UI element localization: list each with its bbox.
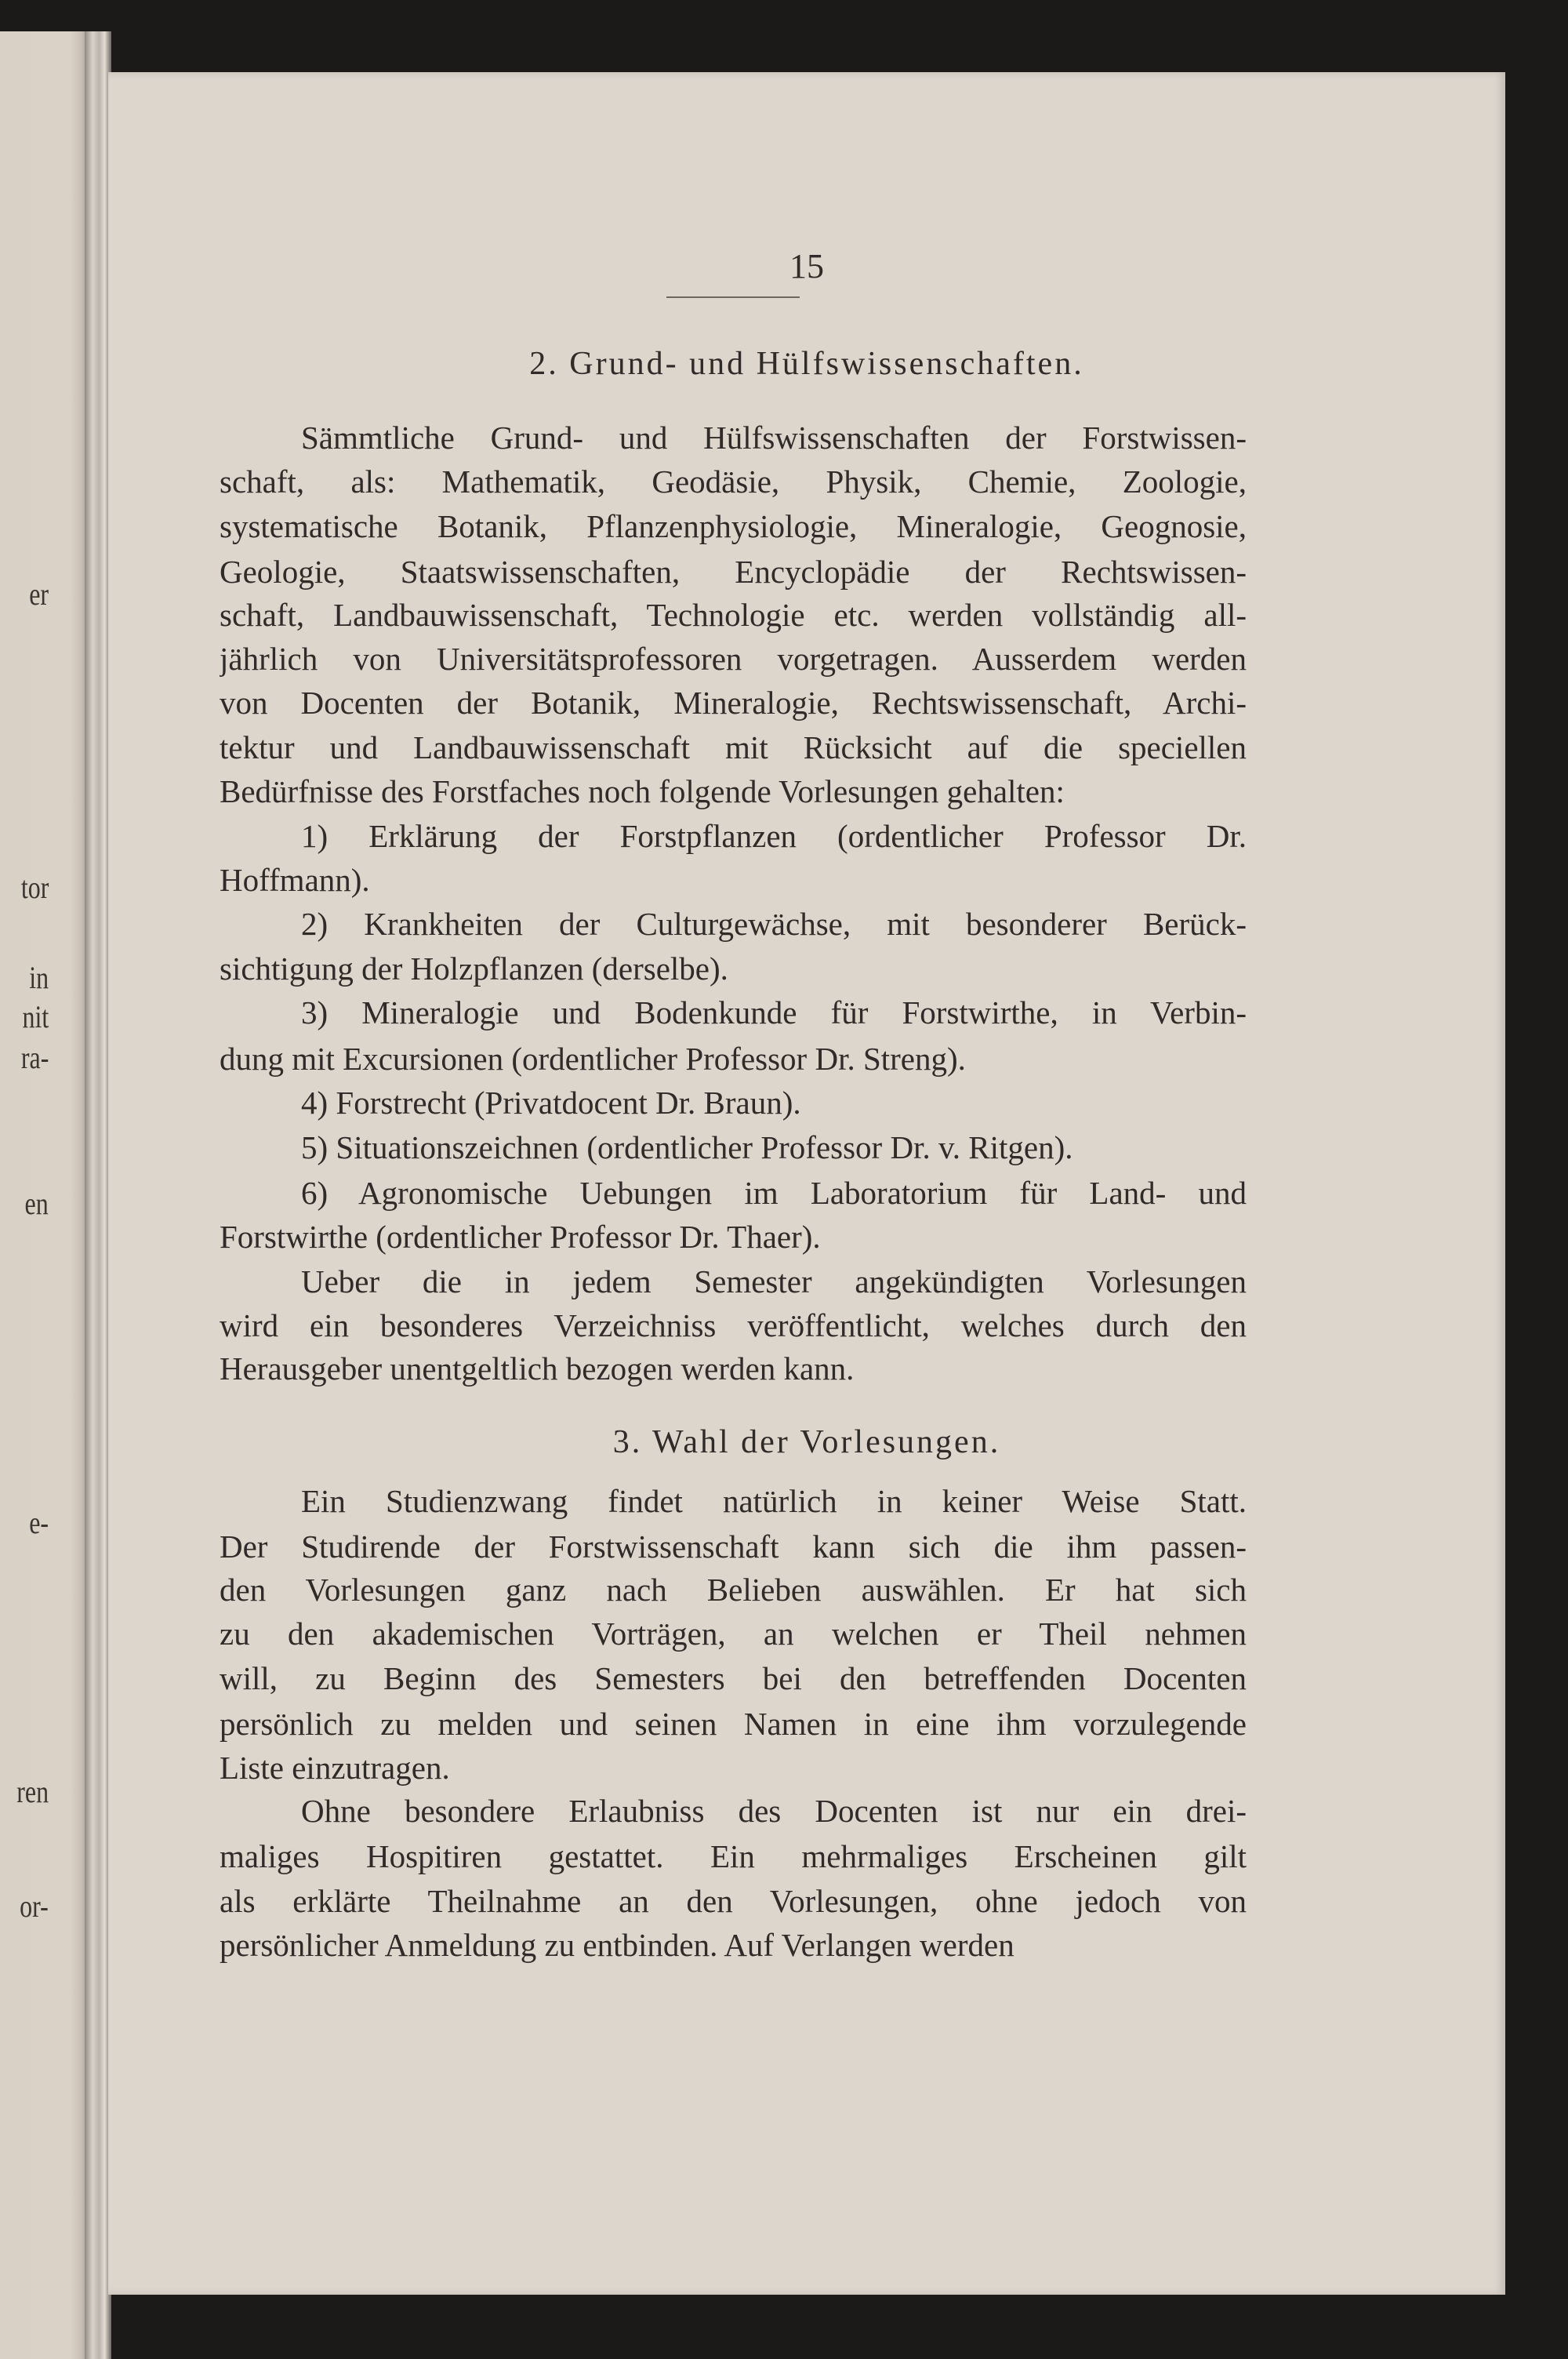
book-gutter — [85, 31, 111, 2359]
text-line: 6) Agronomische Uebungen im Laboratorium für Land- und — [301, 1175, 1247, 1211]
section-heading: 2. Grund- und Hülfswissenschaften. — [529, 346, 1084, 382]
facing-page-text-fragment: er — [29, 576, 49, 612]
facing-page-text-fragment: en — [24, 1186, 49, 1221]
text-line: tektur und Landbauwissenschaft mit Rücksicht auf die speciellen — [220, 729, 1247, 765]
text-line: schaft, als: Mathematik, Geodäsie, Physik, Chemie, Zoologie, — [220, 463, 1247, 500]
book-page — [108, 72, 1505, 2295]
text-line: Forstwirthe (ordentlicher Professor Dr. Thaer). — [220, 1219, 821, 1255]
text-line: persönlicher Anmeldung zu entbinden. Auf Verlangen werden — [220, 1927, 1014, 1963]
text-line: Ohne besondere Erlaubniss des Docenten ist nur ein drei- — [301, 1793, 1247, 1829]
text-line: Ein Studienzwang findet natürlich in keiner Weise Statt. — [301, 1483, 1247, 1519]
facing-page-edge — [0, 31, 88, 2359]
text-line: will, zu Beginn des Semesters bei den betreffenden Docenten — [220, 1660, 1247, 1696]
text-line: Herausgeber unentgeltlich bezogen werden kann. — [220, 1350, 855, 1387]
facing-page-text-fragment: or- — [20, 1888, 49, 1924]
page-number: 15 — [789, 247, 824, 285]
text-line: den Vorlesungen ganz nach Belieben auswählen. Er hat sich — [220, 1572, 1247, 1608]
text-line: Hoffmann). — [220, 862, 370, 898]
text-line: Der Studirende der Forstwissenschaft kann sich die ihm passen- — [220, 1528, 1247, 1565]
text-line: Bedürfnisse des Forstfaches noch folgende Vorlesungen gehalten: — [220, 773, 1065, 809]
text-line: 1) Erklärung der Forstpflanzen (ordentlicher Professor Dr. — [301, 818, 1247, 854]
text-line: dung mit Excursionen (ordentlicher Professor Dr. Streng). — [220, 1041, 966, 1077]
text-line: Geologie, Staatswissenschaften, Encyclopädie der Rechtswissen- — [220, 554, 1247, 590]
text-line: 4) Forstrecht (Privatdocent Dr. Braun). — [301, 1085, 801, 1121]
text-line: als erklärte Theilnahme an den Vorlesungen, ohne jedoch von — [220, 1883, 1247, 1919]
facing-page-text-fragment: ra- — [20, 1040, 49, 1075]
text-line: Sämmtliche Grund- und Hülfswissenschaften der Forstwissen- — [301, 420, 1247, 456]
text-line: 5) Situationszeichnen (ordentlicher Professor Dr. v. Ritgen). — [301, 1129, 1073, 1165]
text-line: wird ein besonderes Verzeichniss veröffentlicht, welches durch den — [220, 1307, 1247, 1343]
section-heading: 3. Wahl der Vorlesungen. — [612, 1424, 1001, 1460]
facing-page-text-fragment: ren — [16, 1774, 49, 1809]
facing-page-text-fragment: e- — [29, 1505, 49, 1540]
facing-page-text-fragment: in — [29, 960, 49, 995]
text-line: schaft, Landbauwissenschaft, Technologie etc. werden vollständig all- — [220, 597, 1247, 633]
text-line: jährlich von Universitätsprofessoren vorgetragen. Ausserdem werden — [220, 641, 1247, 677]
text-line: 2) Krankheiten der Culturgewächse, mit besonderer Berück- — [301, 906, 1247, 942]
text-line: Ueber die in jedem Semester angekündigten Vorlesungen — [301, 1263, 1247, 1299]
text-line: sichtigung der Holzpflanzen (derselbe). — [220, 951, 728, 987]
text-line: systematische Botanik, Pflanzenphysiologie, Mineralogie, Geognosie, — [220, 508, 1247, 544]
facing-page-text-fragment: tor — [20, 870, 49, 905]
text-line: 3) Mineralogie und Bodenkunde für Forstwirthe, in Verbin- — [301, 994, 1247, 1030]
facing-page-text-fragment: nit — [22, 999, 49, 1034]
text-line: von Docenten der Botanik, Mineralogie, Rechtswissenschaft, Archi- — [220, 685, 1247, 721]
text-line: Liste einzutragen. — [220, 1750, 450, 1786]
text-line: persönlich zu melden und seinen Namen in eine ihm vorzulegende — [220, 1706, 1247, 1742]
text-line: maliges Hospitiren gestattet. Ein mehrmaliges Erscheinen gilt — [220, 1838, 1247, 1874]
page-number-rule — [666, 296, 800, 298]
text-line: zu den akademischen Vorträgen, an welchen er Theil nehmen — [220, 1616, 1247, 1652]
